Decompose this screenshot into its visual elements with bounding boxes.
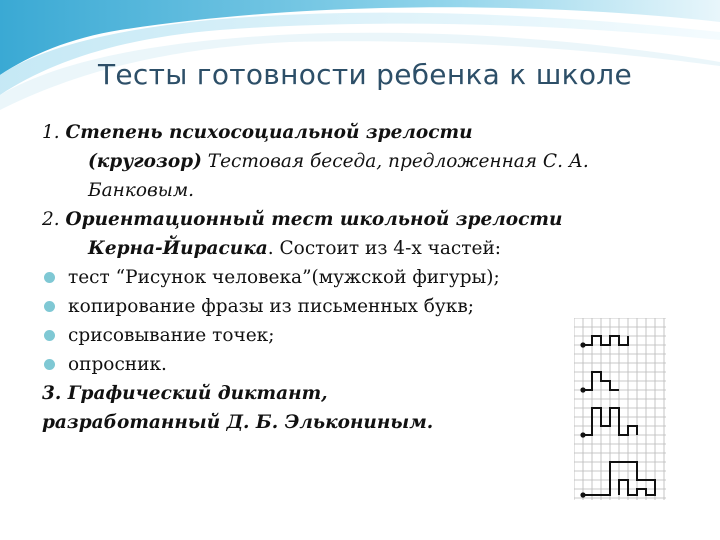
item1-heading-cont: (кругозор): [88, 151, 202, 172]
item1-text: Тестовая беседа, предложенная С. А.: [201, 151, 589, 172]
bullet-text: тест “Рисунок человека”(мужской фигуры);: [68, 267, 500, 288]
item2-heading: Ориентационный тест школьной зрелости: [65, 209, 563, 230]
start-dot: [580, 387, 585, 392]
bullet-dot-icon: [44, 301, 55, 312]
item2-heading-cont: Керна-Йирасика: [88, 238, 268, 259]
bullet-text: срисовывание точек;: [68, 325, 275, 346]
slide-title: Тесты готовности ребенка к школе: [97, 58, 633, 91]
item2-text: . Состоит из 4-х частей:: [267, 238, 502, 259]
item1-number: 1.: [42, 122, 66, 143]
bullet-text: копирование фразы из письменных букв;: [68, 296, 474, 317]
item2-number: 2.: [42, 209, 66, 230]
bullet-item: [42, 292, 682, 321]
item1-heading: Степень психосоциальной зрелости: [65, 122, 473, 143]
list-item-1: [42, 118, 682, 205]
item3-line2: разработанный Д. Б. Элькониным.: [42, 412, 434, 433]
bullet-item: [42, 263, 682, 292]
bullet-dot-icon: [44, 359, 55, 370]
item1-text-cont: Банковым.: [88, 180, 195, 201]
graphic-dictation-grid-image: [574, 318, 666, 500]
list-item-2: [42, 205, 682, 263]
item2-continuation: [42, 234, 682, 263]
dictation-pattern-1: [583, 336, 628, 345]
item3-line1: 3. Графический диктант,: [42, 383, 328, 404]
start-dot: [580, 432, 585, 437]
item1-continuation: [42, 147, 682, 176]
bullet-dot-icon: [44, 272, 55, 283]
bullet-dot-icon: [44, 330, 55, 341]
start-dot: [580, 492, 585, 497]
start-dot: [580, 342, 585, 347]
bullet-text: опросник.: [68, 354, 167, 375]
